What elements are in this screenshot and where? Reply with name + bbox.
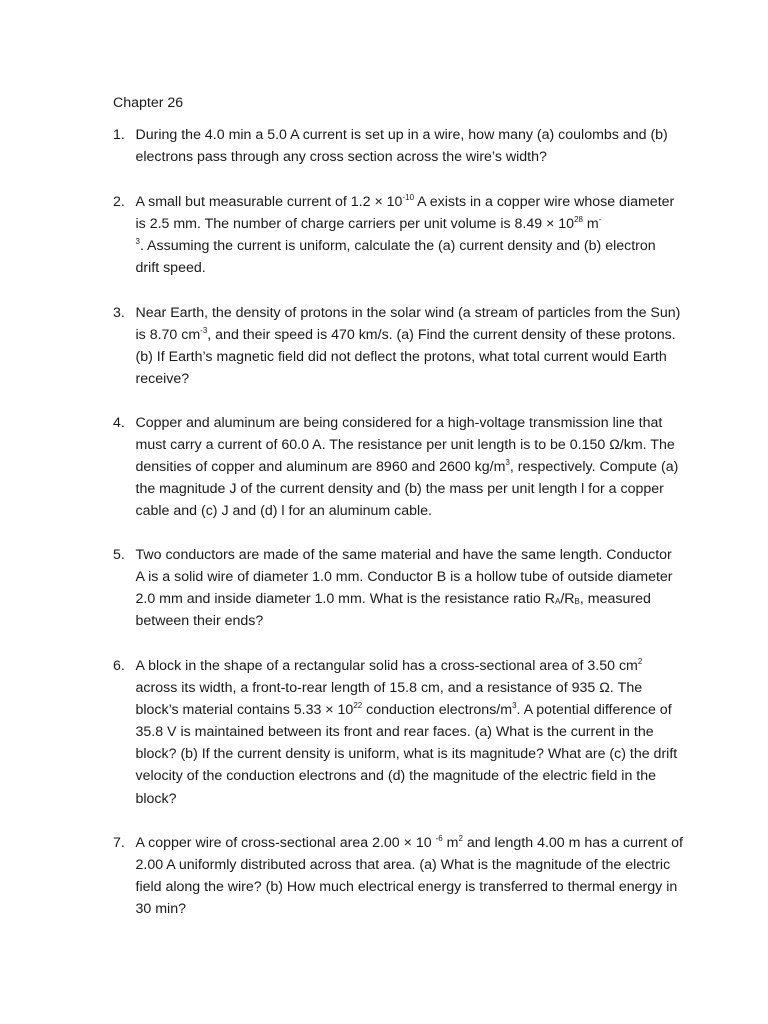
problem-text: A small but measurable current of $1.2 \times 10^{-10}$ A exists in a copper wire whose diameter is 2.5 mm. The number of charge carriers per unit volume is $8.49 \times 10^{28}$ m- $^3$. Assuming the current is uniform, calculate the (a) current density and (b) electron drift speed. bbox=[135, 193, 675, 277]
problem-4 bbox=[113, 412, 683, 522]
problem-number: 6. bbox=[113, 658, 125, 674]
problem-2 bbox=[113, 191, 683, 279]
problem-number: 2. bbox=[113, 194, 125, 210]
problem-3 bbox=[113, 302, 683, 390]
problem-1 bbox=[113, 124, 683, 168]
problem-number: 3. bbox=[113, 305, 125, 321]
problem-number: 4. bbox=[113, 415, 125, 431]
problem-7 bbox=[113, 832, 683, 920]
chapter-title: Chapter 26 bbox=[113, 95, 184, 111]
problem-text: Two conductors are made of the same material and have the same length. Conductor A is a solid wire of diameter 1.0 mm. Conductor B is a hollow tube of outside diameter 2.0 mm and inside diameter 1.0 mm. What is the resistance ratio $R_A/R_B$, measured between their ends? bbox=[135, 547, 673, 630]
problem-text: A copper wire of cross-sectional area 2.00 × 10 $^{-6}$ $m^2$ and length 4.00 m has a current of 2.00 A uniformly distributed across that area. (a) What is the magnitude of the electric field along the wire? (b) How much electrical energy is transferred to thermal energy in 30 min? bbox=[135, 834, 683, 918]
problem-number: 1. bbox=[113, 127, 125, 143]
problem-6 bbox=[113, 655, 683, 810]
problem-text: Near Earth, the density of protons in the solar wind (a stream of particles from the Sun) is 8.70 $cm^{-3}$, and their speed is 470 km/s. (a) Find the current density of these protons. (b) If Earth’s magnetic field did not deflect the protons, what total current would Earth receive? bbox=[135, 305, 681, 388]
problem-number: 7. bbox=[113, 835, 125, 851]
problem-text: During the 4.0 min a 5.0 A current is set up in a wire, how many (a) coulombs and (b) electrons pass through any cross section across the wire’s width? bbox=[135, 127, 668, 166]
problem-number: 5. bbox=[113, 547, 125, 563]
problem-text: Copper and aluminum are being considered for a high-voltage transmission line that must carry a current of 60.0 A. The resistance per unit length is to be 0.150 Ω/km. The densities of copper and aluminum are 8960 and 2600 $kg/m^3$, respectively. Compute (a) the magnitude J of the current density and (b) the mass per unit length l for a copper cable and (c) J and (d) l for an aluminum cable. bbox=[135, 415, 679, 520]
problem-text: A block in the shape of a rectangular solid has a cross-sectional area of 3.50 $cm^2$ across its width, a front-to-rear length of 15.8 cm, and a resistance of 935 Ω. The block’s material contains $5.33 \times 10^{22}$ conduction electrons/$m^3$. A potential difference of 35.8 V is maintained between its front and rear faces. (a) What is the current in the block? (b) If the current density is uniform, what is its magnitude? What are (c) the drift velocity of the conduction electrons and (d) the magnitude of the electric field in the block? bbox=[135, 657, 678, 807]
problem-5 bbox=[113, 544, 683, 632]
